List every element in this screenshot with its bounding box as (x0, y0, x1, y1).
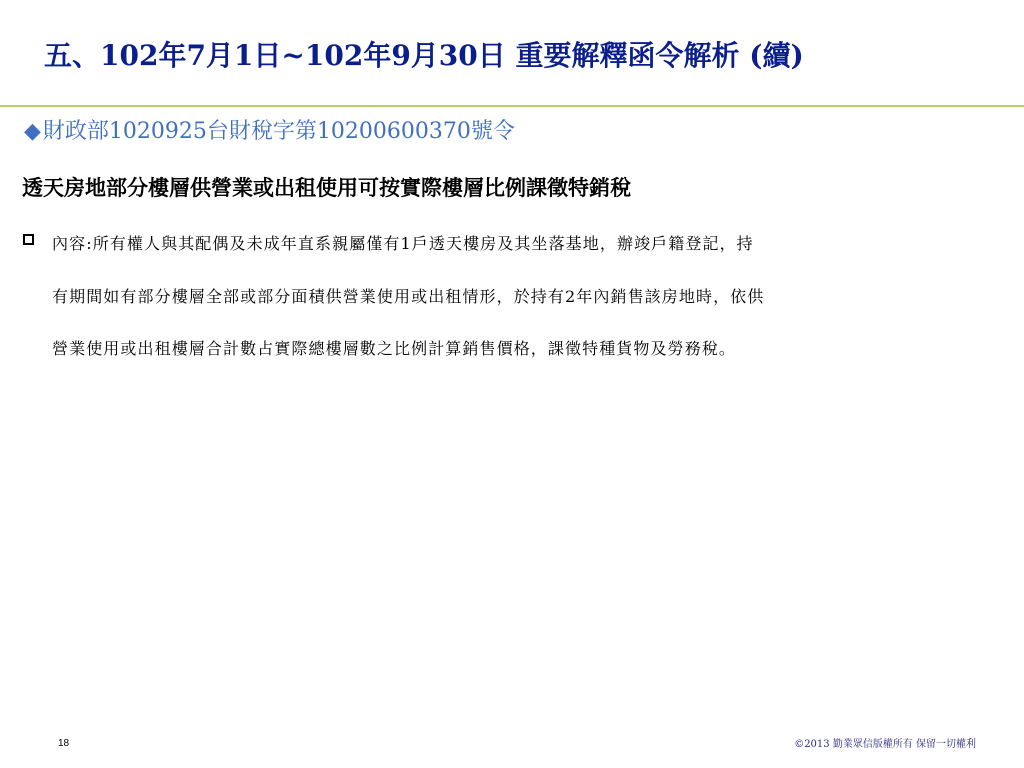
square-bullet-icon (23, 234, 34, 245)
paragraph-line: 有期間如有部分樓層全部或部分面積供營業使用或出租情形，於持有2年內銷售該房地時，依供 (52, 287, 765, 306)
title-divider (0, 105, 1024, 107)
page-number: 18 (58, 738, 70, 749)
subheading-text: 財政部1020925台財稅字第10200600370號令 (42, 119, 515, 144)
paragraph-line: 內容:所有權人與其配偶及未成年直系親屬僅有1戶透天樓房及其坐落基地，辦竣戶籍登記，持 (52, 234, 754, 253)
subheading (24, 116, 515, 148)
slide-title: 五、102年7月1日~102年9月30日 重要解釋函令解析 (續) (44, 39, 804, 72)
paragraph-line: 營業使用或出租樓層合計數占實際總樓層數之比例計算銷售價格，課徵特種貨物及勞務稅。 (52, 339, 737, 358)
copyright-notice: ©2013 勤業眾信版權所有 保留一切權利 (794, 739, 976, 750)
section-heading: 透天房地部分樓層供營業或出租使用可按實際樓層比例課徵特銷稅 (22, 175, 631, 200)
diamond-icon: ◆ (24, 119, 41, 144)
